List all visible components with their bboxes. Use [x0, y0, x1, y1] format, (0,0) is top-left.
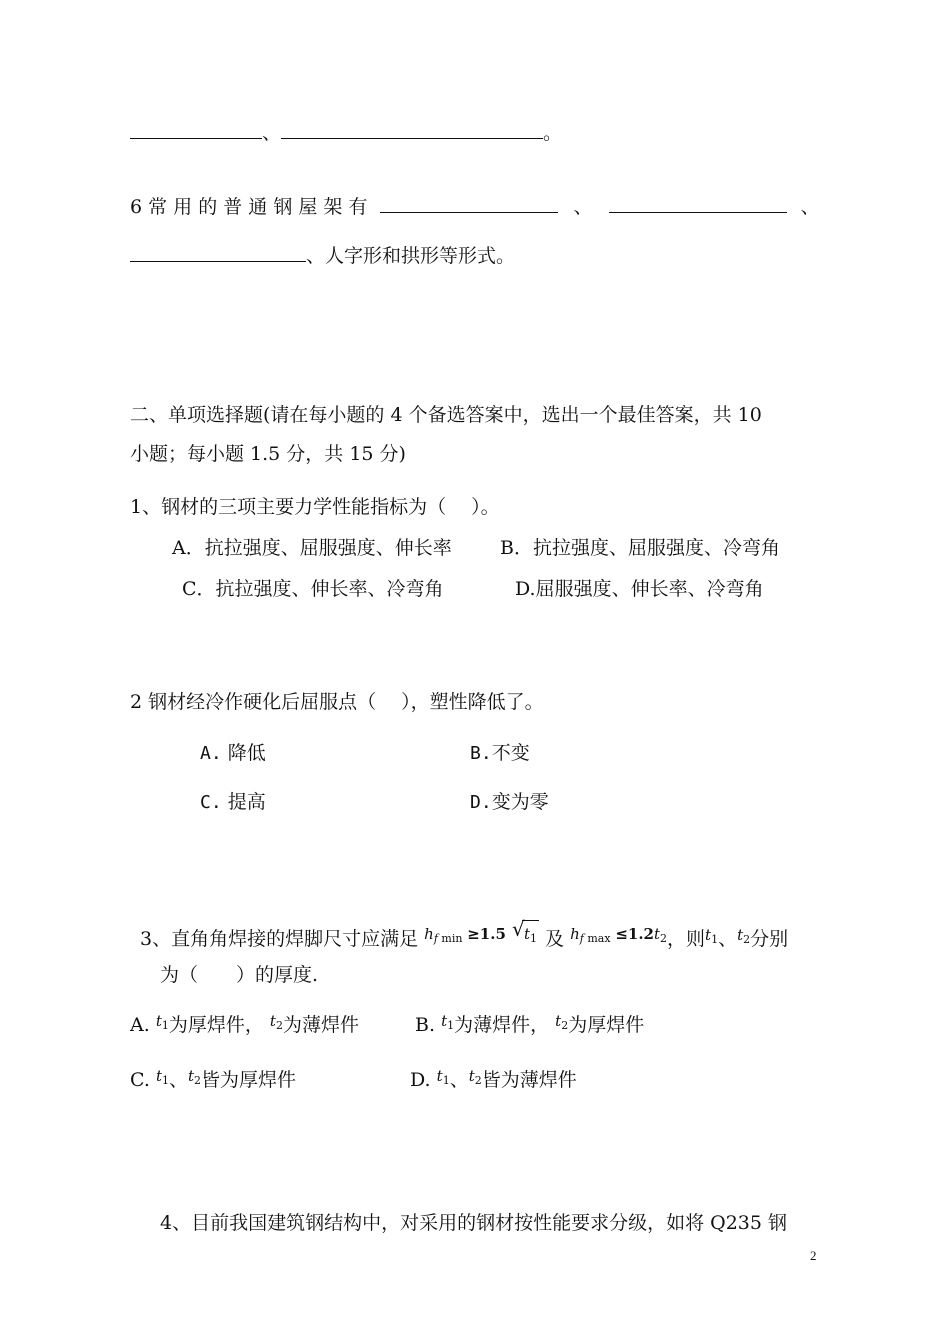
formula-hf-min: hf min	[424, 925, 463, 945]
question-1-stem: 1、钢材的三项主要力学性能指标为（ ）。	[130, 496, 500, 518]
separator: 、	[718, 928, 738, 950]
separator: 、	[262, 122, 282, 144]
option-letter: B.	[415, 1014, 436, 1036]
option-letter: A.	[200, 743, 222, 764]
option-text: 为厚焊件	[568, 1014, 645, 1036]
respectively-text: 分别	[750, 928, 789, 950]
period: 。	[543, 122, 563, 144]
symbol-t1: t1	[155, 1067, 169, 1087]
option-text: 皆为厚焊件	[201, 1069, 297, 1091]
separator: 、	[800, 196, 820, 218]
q5-blanks-line	[130, 120, 562, 146]
section-2-heading-line-1: 二、单项选择题(请在每小题的 4 个备选答案中，选出一个最佳答案，共 10	[130, 404, 762, 426]
question-2-option-b[interactable]	[470, 740, 530, 767]
then-text: ，则	[667, 928, 706, 950]
symbol-t1: t1	[436, 1067, 450, 1087]
formula-le: ≤1.2	[615, 925, 654, 943]
option-text: 降低	[227, 742, 266, 764]
section-2-heading-line-2: 小题；每小题 1.5 分，共 15 分)	[130, 443, 406, 465]
question-3-option-c[interactable]	[130, 1063, 296, 1094]
option-text: 为厚焊件，	[168, 1014, 264, 1036]
separator: 、	[449, 1069, 469, 1091]
question-1-option-b[interactable]: B．抗拉强度、屈服强度、冷弯角	[500, 537, 780, 559]
page-number: 2	[810, 1248, 817, 1263]
answer-blank[interactable]	[609, 194, 787, 213]
option-letter: B.	[470, 743, 492, 764]
question-3-option-a[interactable]	[130, 1008, 359, 1039]
question-3-option-b[interactable]	[415, 1008, 644, 1039]
question-3-stem-line-1	[140, 917, 789, 953]
question-6-line-2	[130, 243, 515, 269]
question-2-option-a[interactable]	[200, 740, 266, 767]
question-3-option-d[interactable]	[410, 1063, 577, 1094]
answer-blank[interactable]	[130, 243, 306, 262]
question-4-stem: 4、目前我国建筑钢结构中，对采用的钢材按性能要求分级，如将 Q235 钢	[160, 1212, 788, 1234]
option-letter: C.	[130, 1069, 150, 1091]
formula-sqrt-t1: √ $t_1$	[512, 920, 539, 952]
formula-t2: t2	[653, 925, 668, 945]
question-2-stem: 2 钢材经冷作硬化后屈服点（ ），塑性降低了。	[130, 691, 544, 713]
conjunction: 及	[545, 928, 565, 950]
symbol-t2: t2	[269, 1012, 283, 1032]
symbol-t2: t2	[555, 1012, 569, 1032]
answer-blank[interactable]	[281, 120, 543, 139]
symbol-t2: t2	[468, 1067, 482, 1087]
option-letter: A.	[130, 1014, 150, 1036]
answer-blank[interactable]	[380, 194, 558, 213]
option-letter: D.	[410, 1069, 431, 1091]
option-text: 皆为薄焊件	[481, 1069, 577, 1091]
option-text: 为薄焊件，	[454, 1014, 550, 1036]
question-3-stem-text: 3、直角角焊接的焊脚尺寸应满足	[140, 928, 419, 950]
symbol-t1: t1	[705, 926, 719, 946]
option-text: 变为零	[491, 791, 549, 813]
formula-hf-max: hf max	[570, 925, 611, 945]
question-6-line-1	[130, 194, 820, 220]
question-6-suffix: 、人字形和拱形等形式。	[306, 245, 516, 267]
question-2-option-d[interactable]	[470, 789, 549, 816]
formula-ge: ≥1.5	[467, 925, 506, 943]
symbol-t1: t1	[441, 1012, 455, 1032]
symbol-t1: t1	[155, 1012, 169, 1032]
separator: 、	[168, 1069, 188, 1091]
question-1-option-d[interactable]: D.屈服强度、伸长率、冷弯角	[515, 578, 764, 600]
separator: 、	[573, 196, 593, 218]
question-3-stem-line-2: 为（ ）的厚度.	[160, 964, 319, 986]
option-text: 不变	[491, 742, 530, 764]
symbol-t2: t2	[737, 926, 751, 946]
question-6-prefix: 6 常 用 的 普 通 钢 屋 架 有	[130, 196, 368, 218]
question-1-option-a[interactable]: A．抗拉强度、屈服强度、伸长率	[172, 537, 452, 559]
question-1-option-c[interactable]: C．抗拉强度、伸长率、冷弯角	[182, 578, 444, 600]
question-2-option-c[interactable]	[200, 789, 266, 816]
option-text: 为薄焊件	[282, 1014, 359, 1036]
option-text: 提高	[227, 791, 266, 813]
option-letter: D.	[470, 792, 492, 813]
option-letter: C.	[200, 792, 222, 813]
symbol-t2: t2	[188, 1067, 202, 1087]
answer-blank[interactable]	[130, 120, 262, 139]
